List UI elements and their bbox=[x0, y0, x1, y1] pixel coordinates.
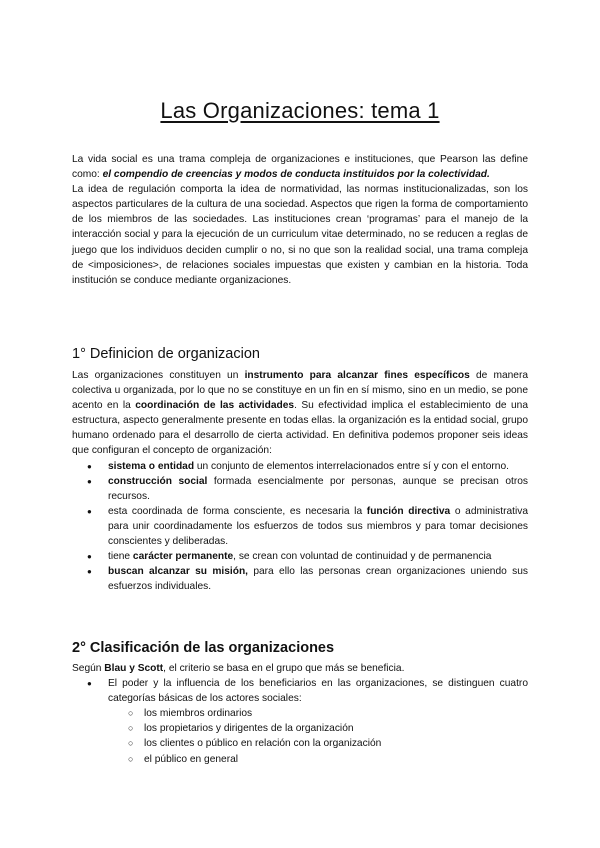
intro-paragraph-1 bbox=[72, 152, 528, 182]
bold-term: buscan alcanzar su misión, bbox=[108, 566, 248, 578]
section-1-heading: 1° Definicion de organizacion bbox=[72, 346, 260, 362]
bold-term: sistema o entidad bbox=[108, 460, 195, 472]
page-title: Las Organizaciones: tema 1 bbox=[160, 98, 440, 123]
list-item bbox=[72, 549, 528, 564]
list-item bbox=[72, 564, 528, 594]
text-run: un conjunto de elementos interrelacionados entre sí y con el entorno. bbox=[194, 460, 509, 472]
classification-list bbox=[72, 676, 528, 706]
section-2-heading: 2° Clasificación de las organizaciones bbox=[72, 640, 335, 656]
ideas-list bbox=[72, 459, 528, 595]
bold-term: construcción social bbox=[108, 475, 208, 487]
text-run: Las organizaciones constituyen un bbox=[72, 370, 245, 381]
list-item: ● El poder y la influencia de los beneficiarios en las organizaciones, se distinguen cuatro categorías básicas de los actores sociales: bbox=[72, 676, 528, 706]
sublist-item: ○ los propietarios y dirigentes de la organización bbox=[72, 721, 528, 736]
bold-term: instrumento para alcanzar fines específicos bbox=[244, 370, 470, 381]
text-run: , se crean con voluntad de continuidad y de permanencia bbox=[233, 551, 492, 563]
pearson-definition: el compendio de creencias y modos de conducta instituidos por la colectividad. bbox=[102, 169, 490, 181]
text-run: . Su efectividad implica el establecimiento de una estructura, aspecto generalmente presente en todas ellas. la organización es la entidad social, grupo humano ordenado para el desarrollo de cierta actividad. En definitiva podemos proponer seis ideas que configuran el concepto de organización: bbox=[72, 400, 529, 457]
section-1-paragraph bbox=[72, 368, 528, 459]
text-run: , el criterio se basa en el grupo que más se beneficia. bbox=[163, 663, 405, 674]
intro-text: La vida social es una trama compleja de organizaciones e instituciones, que Pearson las define como: bbox=[72, 154, 528, 181]
intro-section bbox=[72, 152, 528, 288]
list-item bbox=[72, 474, 528, 504]
bold-term: Blau y Scott bbox=[104, 663, 164, 674]
text-run: Según bbox=[72, 663, 105, 674]
section-2-paragraph bbox=[72, 661, 528, 676]
text-run: tiene bbox=[108, 551, 133, 563]
list-item bbox=[72, 459, 528, 474]
sublist-item: ○ el público en general bbox=[72, 752, 528, 767]
text-run: esta coordinada de forma consciente, es necesaria la bbox=[108, 505, 367, 517]
sublist-item: ○ los clientes o público en relación con la organización bbox=[72, 736, 528, 751]
bold-term: función directiva bbox=[366, 505, 451, 517]
text-run: de manera colectiva u organizada, por lo que no se constituye en un fin en sí mismo, sino en un medio, se pone acento en la bbox=[72, 370, 529, 412]
bold-term: carácter permanente bbox=[132, 551, 234, 563]
list-item bbox=[72, 504, 528, 549]
text-run: o administrativa para unir coordinadamente los esfuerzos de todos sus miembros y para tomar decisiones conscientes y deliberadas. bbox=[108, 505, 529, 548]
actors-sublist bbox=[72, 706, 528, 766]
sublist-item: ○ los miembros ordinarios bbox=[72, 706, 528, 721]
text-run: para ello las personas crean organizaciones uniendo sus esfuerzos individuales. bbox=[108, 566, 528, 593]
section-2-body bbox=[72, 661, 528, 767]
intro-paragraph-2: La idea de regulación comporta la idea de normatividad, las normas institucionalizadas, son los aspectos particulares de la cultura de una sociedad. Aspectos que rigen la forma de comportamiento de los miembros de las sociedades. Las instituciones crean ‘programas’ para el manejo de la interacción social y para la ejecución de un curriculum vitae determinado, no se reducen a reglas de juego que los individuos deciden cumplir o no, si no que son la realidad social, una trama compleja de <imposiciones>, de relaciones sociales impuestas que existen y cambian en la historia. Toda institución se conduce mediante organizaciones. bbox=[72, 184, 528, 286]
bold-term: coordinación de las actividades bbox=[135, 400, 295, 412]
section-1-body bbox=[72, 368, 528, 594]
text-run: formada esencialmente por personas, aunque se precisan otros recursos. bbox=[108, 475, 528, 502]
